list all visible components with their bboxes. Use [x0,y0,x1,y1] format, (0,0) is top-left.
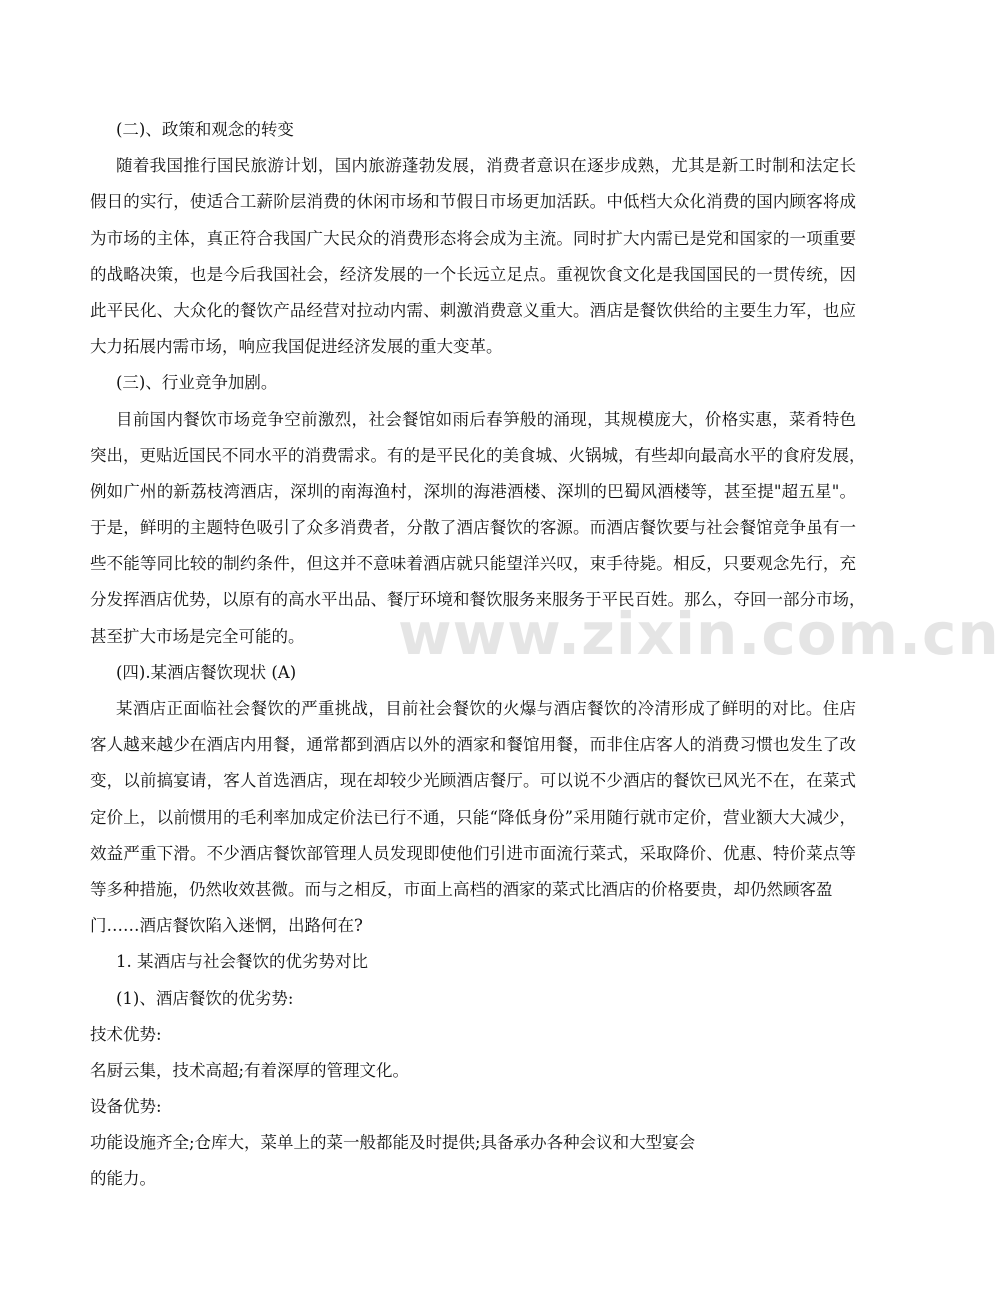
paragraph-line: 目前国内餐饮市场竞争空前激烈，社会餐馆如雨后春笋般的涌现，其规模庞大，价格实惠，菜肴特色 [116,409,856,429]
paragraph-line: 的战略决策，也是今后我国社会，经济发展的一个长远立足点。重视饮食文化是我国国民的一贯传统，因 [90,264,856,284]
paragraph-line: 定价上，以前惯用的毛利率加成定价法已行不通，只能“降低身份”采用随行就市定价，营业额大大减少， [90,807,856,827]
section-line: 功能设施齐全;仓库大，菜单上的菜一般都能及时提供;具备承办各种会议和大型宴会 [90,1133,696,1153]
paragraph-line: 为市场的主体，真正符合我国广大民众的消费形态将会成为主流。同时扩大内需已是党和国家的一项重要 [90,228,856,248]
section-line: 设备优势: [90,1097,162,1117]
paragraph-line: 等多种措施，仍然收效甚微。而与之相反，市面上高档的酒家的菜式比酒店的价格要贵，却仍然顾客盈 [90,879,833,899]
paragraph-line: 门……酒店餐饮陷入迷惘，出路何在? [90,916,363,936]
section-line: 名厨云集，技术高超;有着深厚的管理文化。 [90,1060,410,1080]
section-line: (三)、行业竞争加剧。 [116,373,278,393]
paragraph-line: 分发挥酒店优势，以原有的高水平出品、餐厅环境和餐饮服务来服务于平民百姓。那么，夺回一部分市场， [90,590,866,610]
paragraph-line: 此平民化、大众化的餐饮产品经营对拉动内需、刺激消费意义重大。酒店是餐饮供给的主要生力军，也应 [90,300,856,320]
section-line: (四).某酒店餐饮现状 (A) [116,662,297,682]
section-line: (1)、酒店餐饮的优劣势: [116,988,294,1008]
paragraph-line: 客人越来越少在酒店内用餐，通常都到酒店以外的酒家和餐馆用餐，而非住店客人的消费习惯也发生了改 [90,735,856,755]
paragraph-line: 随着我国推行国民旅游计划，国内旅游蓬勃发展，消费者意识在逐步成熟，尤其是新工时制和法定长 [116,156,856,176]
section-line: 1. 某酒店与社会餐饮的优劣势对比 [116,952,368,972]
paragraph-line: 某酒店正面临社会餐饮的严重挑战，目前社会餐饮的火爆与酒店餐饮的冷清形成了鲜明的对比。住店 [116,699,856,718]
section-line: 的能力。 [90,1169,156,1189]
paragraph-line: 些不能等同比较的制约条件，但这并不意味着酒店就只能望洋兴叹，束手待毙。相反，只要观念先行，充 [90,554,856,574]
paragraph-line: 突出，更贴近国民不同水平的消费需求。有的是平民化的美食城、火锅城，有些却向最高水平的食府发展， [90,445,866,465]
paragraph-line: 假日的实行，使适合工薪阶层消费的休闲市场和节假日市场更加活跃。中低档大众化消费的国内顾客将成 [90,192,856,212]
paragraph-line: 甚至扩大市场是完全可能的。 [90,626,305,646]
paragraph-line: 效益严重下滑。不少酒店餐饮部管理人员发现即使他们引进市面流行菜式，采取降价、优惠、特价菜点等 [90,843,856,863]
paragraph-line: 变，以前搞宴请，客人首选酒店，现在却较少光顾酒店餐厅。可以说不少酒店的餐饮已风光不在，在菜式 [90,771,856,791]
document-body [90,112,866,1198]
paragraph-line: 于是，鲜明的主题特色吸引了众多消费者，分散了酒店餐饮的客源。而酒店餐饮要与社会餐馆竞争虽有一 [90,518,856,538]
section-line: (二)、政策和观念的转变 [116,120,294,139]
section-line: 技术优势: [90,1024,162,1044]
watermark: www.zixin.com.cn [398,600,1000,668]
paragraph-line: 大力拓展内需市场，响应我国促进经济发展的重大变革。 [90,337,503,357]
paragraph-line: 例如广州的新荔枝湾酒店，深圳的南海渔村，深圳的海港酒楼、深圳的巴蜀风酒楼等，甚至提"超五星"。 [90,481,856,501]
